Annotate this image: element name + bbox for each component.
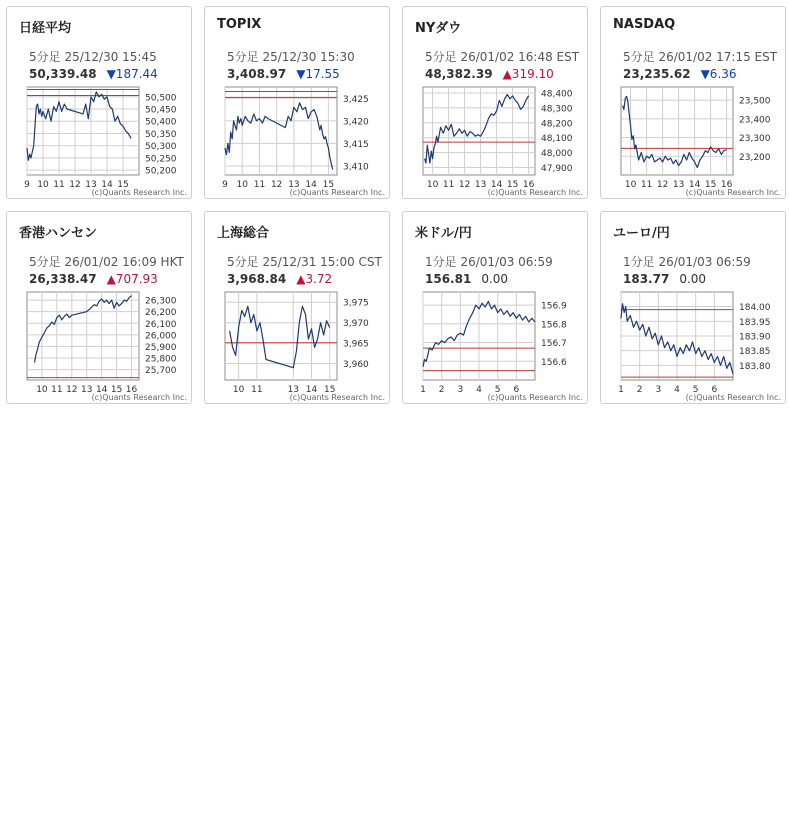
x-tick-label: 10 [232, 385, 245, 395]
x-tick-label: 12 [69, 180, 81, 190]
market-card[interactable] [402, 211, 588, 404]
card-title[interactable]: TOPIX [217, 17, 262, 32]
copyright-credit: (c)Quants Research Inc. [685, 393, 781, 402]
price-value: 26,338.47 [29, 272, 97, 286]
y-tick-label: 183.95 [739, 317, 771, 328]
card-title[interactable]: 上海総合 [217, 226, 270, 241]
y-tick-label: 23,500 [739, 96, 771, 107]
x-tick-label: 11 [253, 180, 266, 190]
card-timestamp: 5分足 26/01/02 16:48 EST [425, 50, 580, 64]
y-tick-label: 50,500 [145, 93, 177, 104]
price-change: ▼6.36 [700, 67, 737, 81]
x-tick-label: 13 [81, 385, 93, 395]
price-change: ▼17.55 [296, 67, 340, 81]
y-tick-label: 183.85 [739, 347, 771, 358]
card-title[interactable]: NYダウ [415, 21, 462, 36]
price-value: 48,382.39 [425, 67, 493, 81]
y-tick-label: 3,970 [343, 319, 369, 330]
x-tick-label: 3 [457, 385, 464, 395]
x-tick-label: 9 [222, 180, 228, 190]
x-tick-label: 13 [288, 180, 300, 190]
plot-frame [27, 292, 139, 380]
intraday-chart [601, 212, 787, 405]
x-tick-label: 15 [704, 180, 717, 190]
y-tick-label: 50,450 [145, 105, 177, 116]
market-card[interactable] [402, 6, 588, 199]
x-tick-label: 1 [420, 385, 426, 395]
x-tick-label: 15 [110, 385, 123, 395]
x-tick-label: 15 [506, 180, 519, 190]
x-tick-label: 10 [37, 180, 49, 190]
y-tick-label: 48,400 [541, 89, 573, 100]
y-tick-label: 156.8 [541, 320, 567, 331]
x-tick-label: 10 [36, 385, 48, 395]
y-tick-label: 48,300 [541, 104, 573, 115]
x-tick-label: 16 [125, 385, 138, 395]
y-tick-label: 3,960 [343, 360, 369, 371]
x-tick-label: 14 [688, 180, 701, 190]
x-tick-label: 15 [323, 385, 336, 395]
x-tick-label: 5 [494, 385, 501, 395]
y-tick-label: 156.9 [541, 301, 567, 312]
market-card[interactable] [6, 211, 192, 404]
copyright-credit: (c)Quants Research Inc. [685, 188, 781, 197]
y-tick-label: 156.7 [541, 339, 567, 350]
x-tick-label: 16 [720, 180, 733, 190]
intraday-chart [601, 7, 787, 200]
x-tick-label: 11 [53, 180, 65, 190]
y-tick-label: 184.00 [739, 303, 771, 314]
x-tick-label: 6 [711, 385, 718, 395]
price-change: ▲707.93 [106, 272, 158, 286]
market-card[interactable] [204, 211, 390, 404]
x-tick-label: 12 [270, 180, 283, 190]
x-tick-label: 12 [66, 385, 78, 395]
copyright-credit: (c)Quants Research Inc. [289, 393, 385, 402]
card-title[interactable]: NASDAQ [613, 17, 676, 32]
x-tick-label: 2 [636, 385, 643, 395]
x-tick-label: 16 [522, 180, 535, 190]
price-change: ▲319.10 [502, 67, 554, 81]
y-tick-label: 183.80 [739, 361, 771, 372]
card-title[interactable]: ユーロ/円 [613, 226, 670, 241]
price-change: 0.00 [481, 272, 509, 286]
price-change: ▲3.72 [296, 272, 333, 286]
market-card[interactable] [600, 211, 786, 404]
y-tick-label: 26,000 [145, 331, 177, 342]
x-tick-label: 13 [474, 180, 487, 190]
x-tick-label: 13 [287, 385, 300, 395]
x-tick-label: 14 [95, 385, 108, 395]
card-title[interactable]: 香港ハンセン [19, 226, 98, 241]
y-tick-label: 3,965 [343, 339, 369, 350]
copyright-credit: (c)Quants Research Inc. [91, 393, 187, 402]
x-tick-label: 9 [24, 180, 30, 190]
x-tick-label: 13 [85, 180, 97, 190]
y-tick-label: 3,410 [343, 162, 369, 173]
intraday-chart [205, 212, 391, 405]
x-tick-label: 5 [692, 385, 699, 395]
y-tick-label: 47,900 [541, 164, 573, 175]
plot-frame [27, 87, 139, 175]
y-tick-label: 26,100 [145, 319, 177, 330]
y-tick-label: 3,415 [343, 139, 369, 150]
intraday-chart [403, 7, 589, 200]
x-tick-label: 14 [305, 180, 317, 190]
y-tick-label: 48,000 [541, 149, 573, 160]
x-tick-label: 11 [442, 180, 455, 190]
x-tick-label: 11 [51, 385, 63, 395]
y-tick-label: 183.90 [739, 332, 771, 343]
y-tick-label: 23,300 [739, 134, 771, 145]
y-tick-label: 48,200 [541, 119, 573, 130]
card-title[interactable]: 米ドル/円 [415, 226, 472, 241]
copyright-credit: (c)Quants Research Inc. [289, 188, 385, 197]
x-tick-label: 1 [618, 385, 624, 395]
price-value: 3,408.97 [227, 67, 287, 81]
x-tick-label: 2 [438, 385, 445, 395]
x-tick-label: 14 [490, 180, 503, 190]
x-tick-label: 15 [322, 180, 335, 190]
y-tick-label: 23,200 [739, 152, 771, 163]
y-tick-label: 50,400 [145, 117, 177, 128]
y-tick-label: 50,300 [145, 142, 177, 153]
x-tick-label: 15 [117, 180, 129, 190]
x-tick-label: 6 [513, 385, 520, 395]
y-tick-label: 3,420 [343, 117, 369, 128]
y-tick-label: 26,200 [145, 308, 177, 319]
card-title[interactable]: 日経平均 [19, 21, 72, 36]
price-value: 183.77 [623, 272, 670, 286]
x-tick-label: 4 [674, 385, 680, 395]
card-timestamp: 1分足 26/01/03 06:59 [623, 255, 751, 269]
y-tick-label: 26,300 [145, 296, 177, 307]
x-tick-label: 14 [101, 180, 113, 190]
y-tick-label: 50,250 [145, 154, 177, 165]
plot-frame [225, 292, 337, 380]
y-tick-label: 23,400 [739, 115, 771, 126]
copyright-credit: (c)Quants Research Inc. [91, 188, 187, 197]
market-card[interactable] [204, 6, 390, 199]
y-tick-label: 3,425 [343, 94, 369, 105]
market-card[interactable] [6, 6, 192, 199]
y-tick-label: 156.6 [541, 357, 567, 368]
price-value: 50,339.48 [29, 67, 97, 81]
intraday-chart [403, 212, 589, 405]
x-tick-label: 11 [251, 385, 263, 395]
card-timestamp: 5分足 25/12/30 15:45 [29, 50, 157, 64]
copyright-credit: (c)Quants Research Inc. [487, 188, 583, 197]
card-timestamp: 5分足 26/01/02 17:15 EST [623, 50, 778, 64]
price-value: 3,968.84 [227, 272, 287, 286]
y-tick-label: 3,975 [343, 298, 369, 309]
card-timestamp: 1分足 26/01/03 06:59 [425, 255, 553, 269]
price-value: 23,235.62 [623, 67, 691, 81]
x-tick-label: 10 [624, 180, 637, 190]
y-tick-label: 50,200 [145, 166, 177, 177]
intraday-chart [7, 7, 193, 200]
copyright-credit: (c)Quants Research Inc. [487, 393, 583, 402]
x-tick-label: 4 [476, 385, 482, 395]
x-tick-label: 12 [458, 180, 471, 190]
y-tick-label: 25,900 [145, 342, 177, 353]
intraday-chart [205, 7, 391, 200]
market-card[interactable] [600, 6, 786, 199]
y-tick-label: 25,700 [145, 366, 177, 377]
y-tick-label: 50,350 [145, 129, 177, 140]
x-tick-label: 3 [655, 385, 662, 395]
intraday-chart [7, 212, 193, 405]
price-value: 156.81 [425, 272, 472, 286]
x-tick-label: 11 [640, 180, 653, 190]
x-tick-label: 10 [236, 180, 248, 190]
price-change: ▼187.44 [106, 67, 158, 81]
card-timestamp: 5分足 25/12/30 15:30 [227, 50, 355, 64]
x-tick-label: 13 [672, 180, 685, 190]
x-tick-label: 10 [426, 180, 439, 190]
card-timestamp: 5分足 26/01/02 16:09 HKT [29, 255, 184, 269]
x-tick-label: 14 [305, 385, 318, 395]
y-tick-label: 48,100 [541, 134, 573, 145]
card-timestamp: 5分足 25/12/31 15:00 CST [227, 255, 382, 269]
price-change: 0.00 [679, 272, 707, 286]
x-tick-label: 12 [656, 180, 669, 190]
y-tick-label: 25,800 [145, 354, 177, 365]
